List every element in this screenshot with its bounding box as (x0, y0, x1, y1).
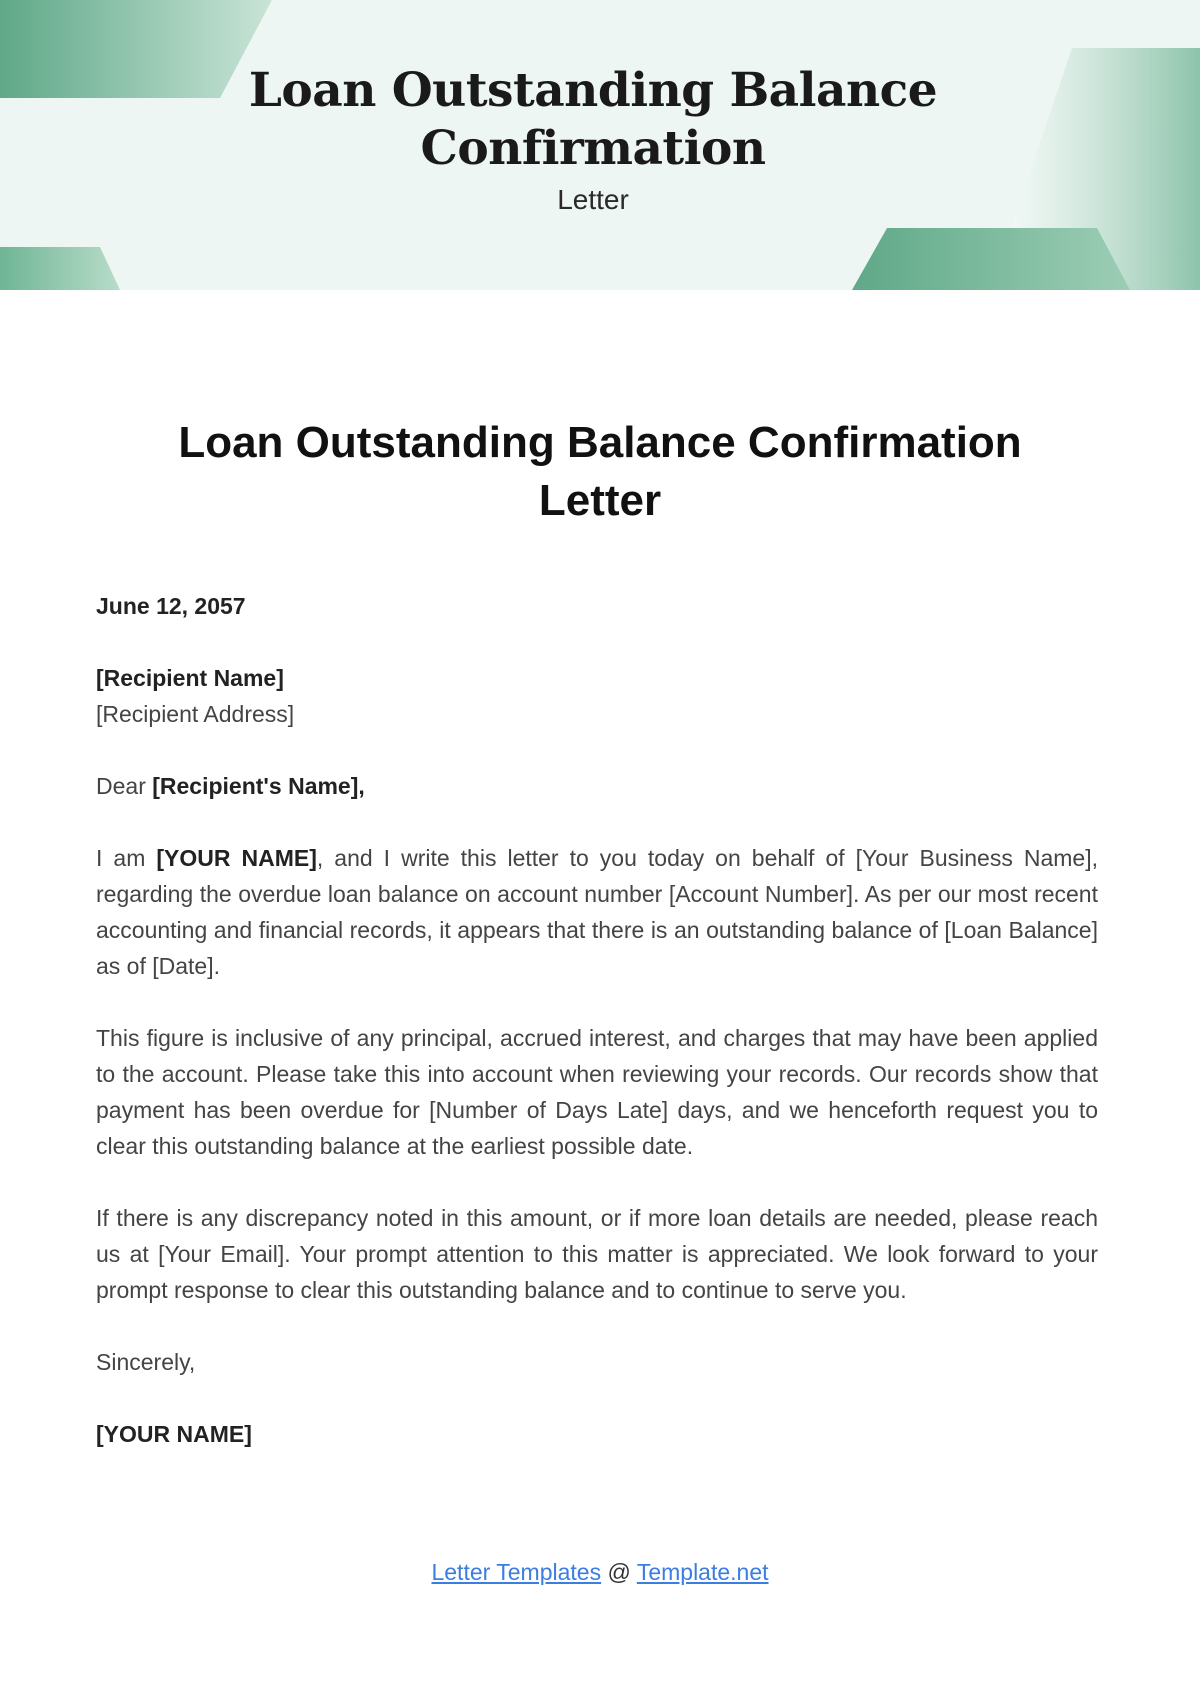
bottom-right-shape (852, 228, 1130, 290)
document-title-line2: Letter (538, 476, 662, 525)
salutation-name: [Recipient's Name], (152, 773, 365, 799)
footer-separator: @ (607, 1559, 631, 1585)
letter-templates-link[interactable]: Letter Templates (431, 1559, 602, 1585)
banner-title-line1: Loan Outstanding Balance (248, 63, 938, 118)
p1-start: I am (96, 845, 146, 871)
paragraph-2: This figure is inclusive of any principal, accrued interest, and charges that may have been applied to the account. Please take this into account when reviewing your records. Our records show that payment has been overdue for [Number of Days Late] days, and we henceforth request you to clear this outstanding balance at the earliest possible date. (96, 1025, 1098, 1159)
letter-date: June 12, 2057 (96, 593, 246, 619)
recipient-address: [Recipient Address] (96, 701, 295, 727)
recipient-name: [Recipient Name] (96, 665, 284, 691)
header-banner (0, 0, 1200, 290)
document-title (100, 414, 1100, 530)
p1-name: [YOUR NAME] (156, 845, 317, 871)
bottom-left-shape (0, 247, 120, 290)
banner-title-line2: Confirmation (420, 121, 766, 176)
letter-body (96, 588, 1098, 1452)
p1-rest: , and I write this letter to you today on behalf of [Your Business Name], regarding the overdue loan balance on account number [Account Number]. As per our most recent accounting and financial records, it appears that there is an outstanding balance of [Loan Balance] as of [Date]. (96, 845, 1098, 979)
footer (0, 1559, 1200, 1586)
document-title-line1: Loan Outstanding Balance Confirmation (178, 418, 1022, 467)
signature: [YOUR NAME] (96, 1421, 252, 1447)
salutation (96, 768, 1098, 804)
banner-subtitle: Letter (557, 184, 629, 215)
closing: Sincerely, (96, 1349, 196, 1375)
paragraph-1 (96, 840, 1098, 984)
paragraph-3: If there is any discrepancy noted in this amount, or if more loan details are needed, please reach us at [Your Email]. Your prompt attention to this matter is appreciated. We look forward to your prompt response to clear this outstanding balance and to continue to serve you. (96, 1205, 1098, 1303)
banner-title (0, 62, 1186, 178)
template-net-link[interactable]: Template.net (636, 1559, 769, 1585)
salutation-prefix: Dear (96, 773, 146, 799)
